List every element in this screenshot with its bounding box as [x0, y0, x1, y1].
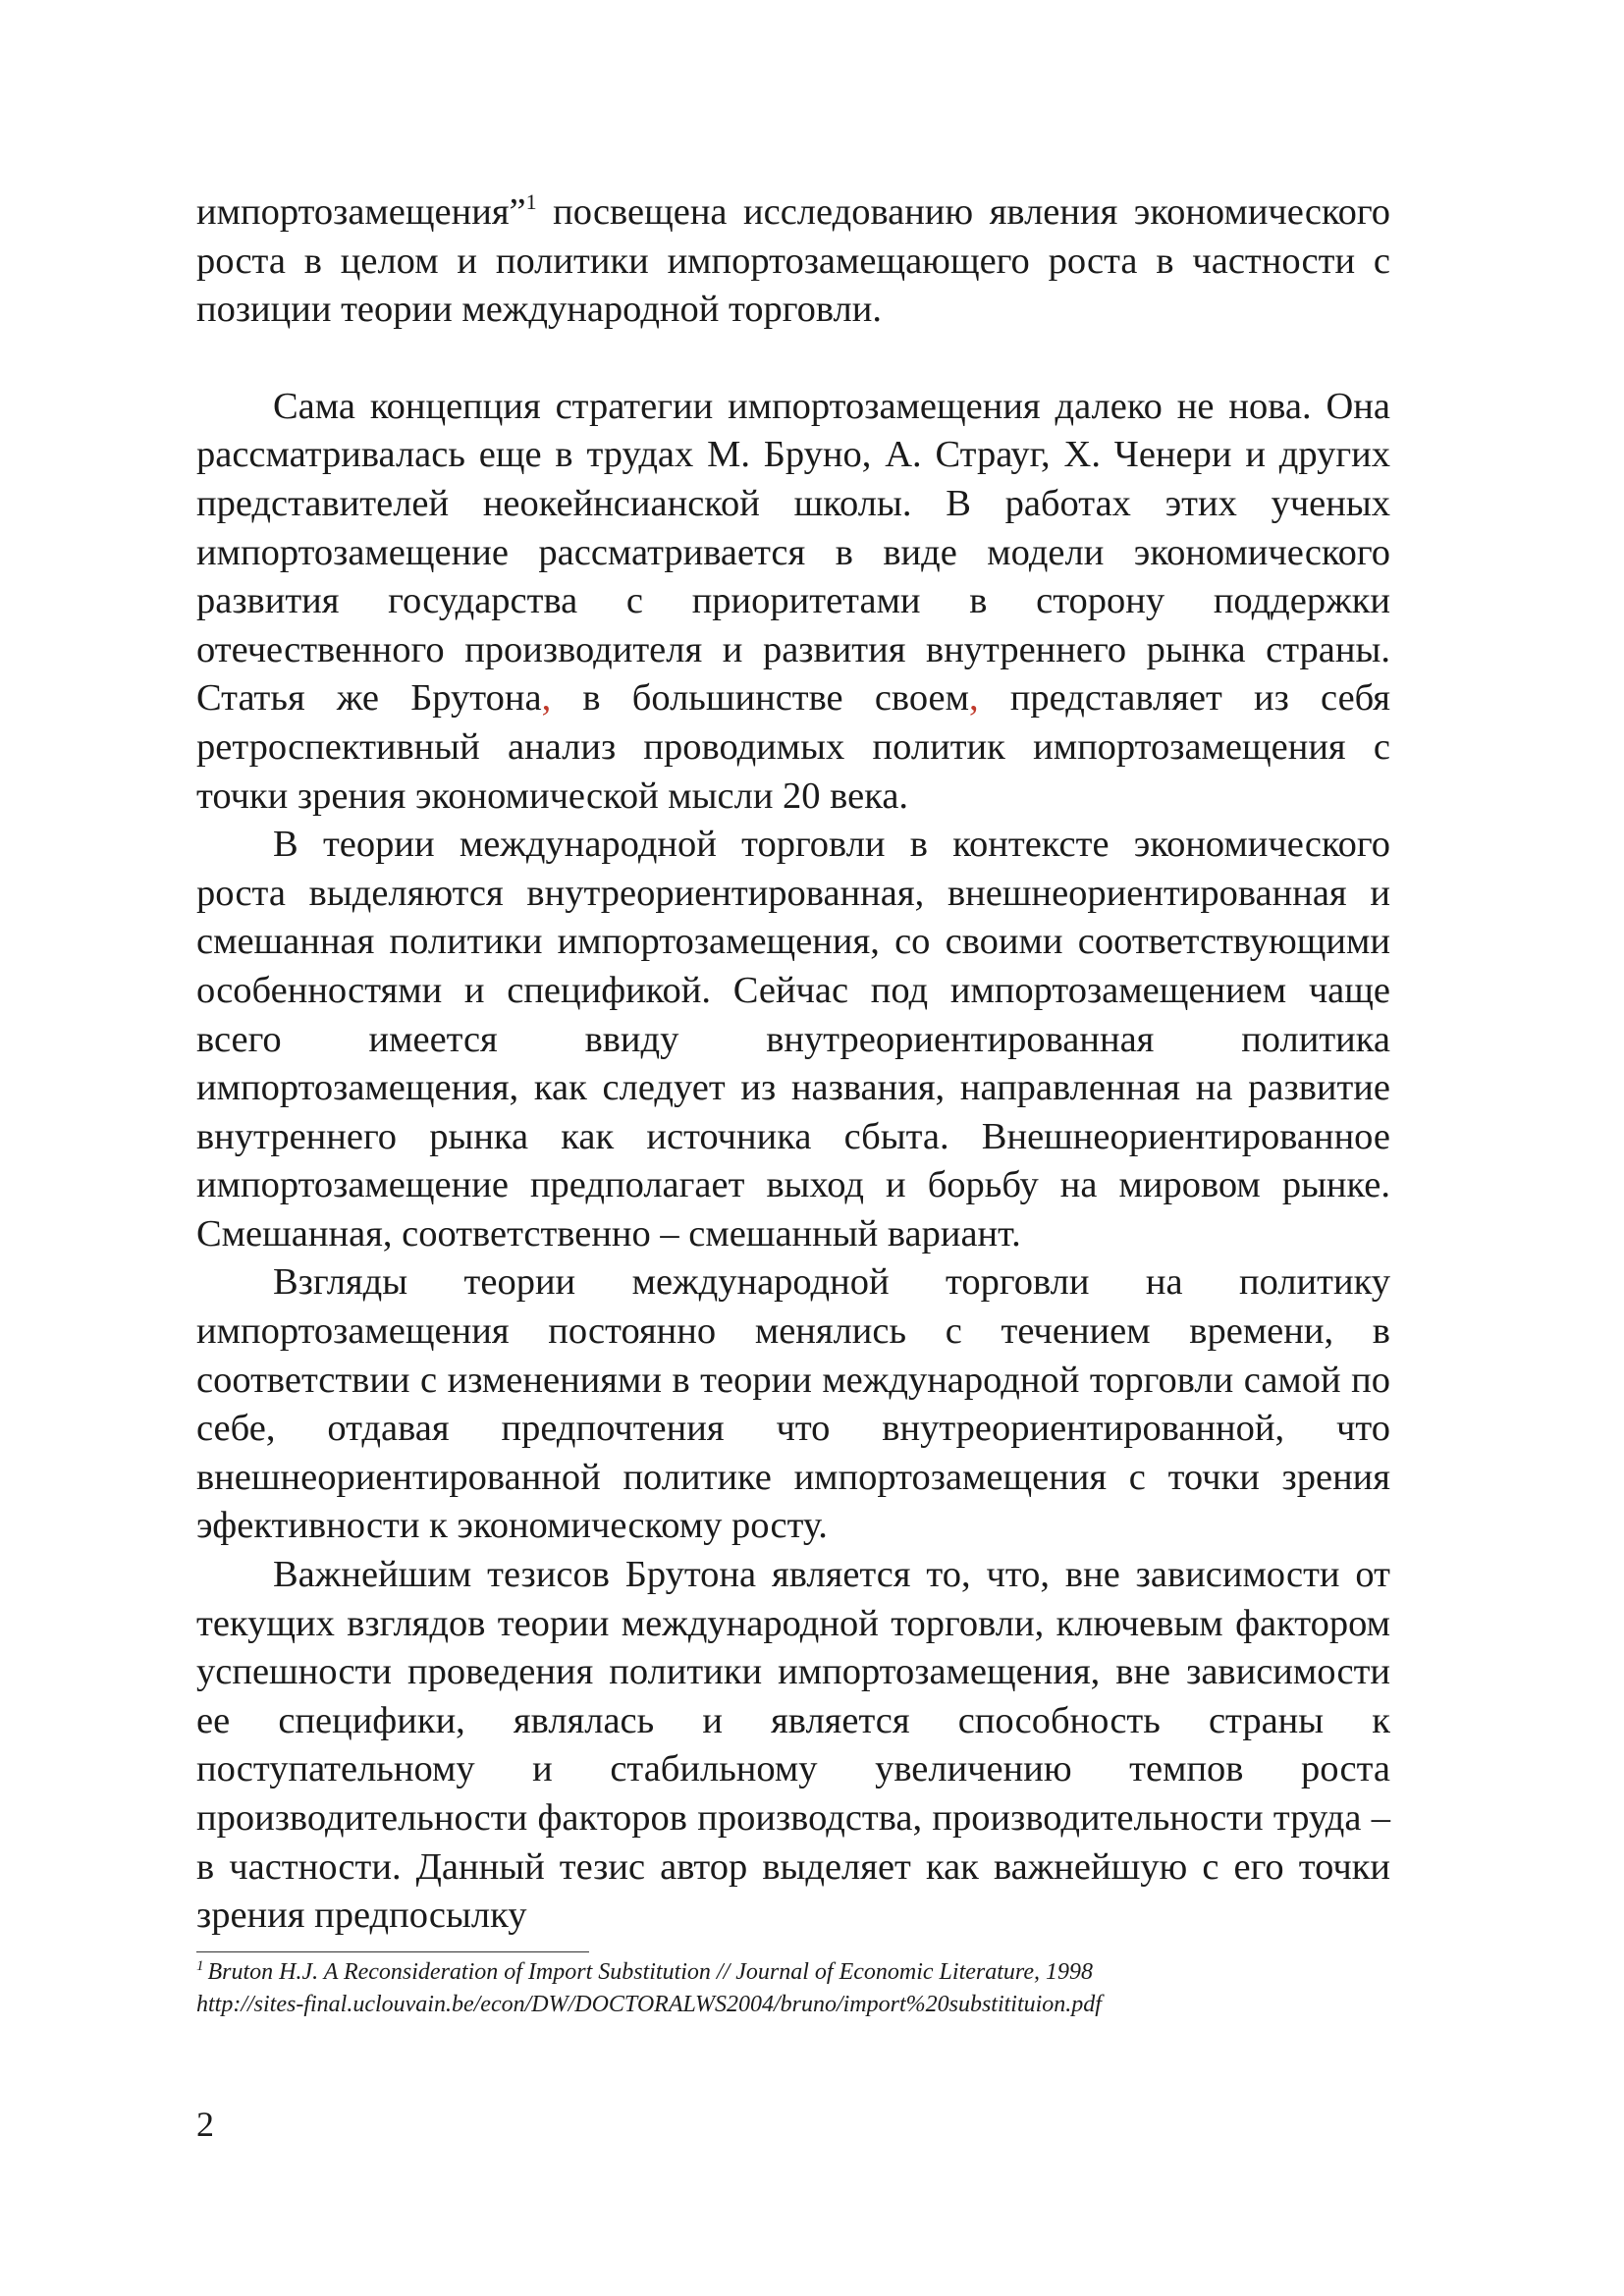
highlighted-comma: , — [969, 677, 979, 720]
paragraph-1 — [196, 188, 1390, 335]
paragraph-2-part-3: представляет из себя ретроспективный анализ проводимых политик импортозамещения с точки зрения экономической мысли 20 века. — [196, 677, 1390, 817]
paragraph-2-part-2: в большинстве своем — [551, 677, 970, 720]
page-number: 2 — [196, 2105, 214, 2144]
paragraph-3: В теории международной торговли в контексте экономического роста выделяются внутреориентированная, внешнеориентированная и смешанная политики импортозамещения, со своими соответствующими особенностями и спецификой. Сейчас под импортозамещением чаще всего имеется ввиду внутреориентированная политика импортозамещения, как следует из названия, направленная на развитие внутреннего рынка как источника сбыта. Внешнеориентированное импортозамещение предполагает выход и борьбу на мировом рынке. Смешанная, соответственно – смешанный вариант. — [196, 824, 1390, 1255]
paragraph-gap — [196, 335, 1390, 383]
paragraph-2 — [196, 383, 1390, 821]
paragraph-1-text-end: посвещена исследованию явления экономического роста в целом и политики импортозамещающего роста в частности с позиции теории международной торговли. — [196, 191, 1390, 331]
paragraph-1-text-start: импортозамещения” — [196, 191, 526, 233]
footnote-marker: 1 — [196, 1958, 204, 1974]
highlighted-comma: , — [541, 677, 552, 720]
footnote-line-1 — [196, 1956, 1394, 1989]
footnote-separator — [196, 1951, 589, 1952]
footnote — [196, 1956, 1394, 2021]
paragraph-4: Взгляды теории международной торговли на политику импортозамещения постоянно менялись с течением времени, в соответствии с изменениями в теории международной торговли самой по себе, отдавая предпочтения что внутреориентированной, что внешнеориентированной политике импортозамещения с точки зрения эфективности к экономическому росту. — [196, 1261, 1390, 1547]
page-body — [196, 188, 1390, 1941]
footnote-citation: Bruton H.J. A Reconsideration of Import Substitution // Journal of Economic Literature, 1998 — [207, 1959, 1093, 1985]
paragraph-5: Важнейшим тезисов Брутона является то, что, вне зависимости от текущих взглядов теории международной торговли, ключевым фактором успешности проведения политики импортозамещения, вне зависимости ее специфики, являлась и является способность страны к поступательному и стабильному увеличению темпов роста производительности факторов производства, производительности труда – в частности. Данный тезис автор выделяет как важнейшую с его точки зрения предпосылку — [196, 1554, 1390, 1937]
footnote-reference[interactable]: 1 — [525, 189, 537, 214]
paragraph-2-part-1: Сама концепция стратегии импортозамещения далеко не нова. Она рассматривалась еще в трудах М. Бруно, А. Страуг, Х. Ченери и других представителей неокейнсианской школы. В работах этих ученых импортозамещение рассматривается в виде модели экономического развития государства с приоритетами в сторону поддержки отечественного производителя и развития внутреннего рынка страны. Статья же Брутона — [196, 385, 1390, 720]
footnote-url[interactable]: http://sites-final.uclouvain.be/econ/DW/DOCTORALWS2004/bruno/import%20substitituion.pdf — [196, 1992, 1102, 2017]
